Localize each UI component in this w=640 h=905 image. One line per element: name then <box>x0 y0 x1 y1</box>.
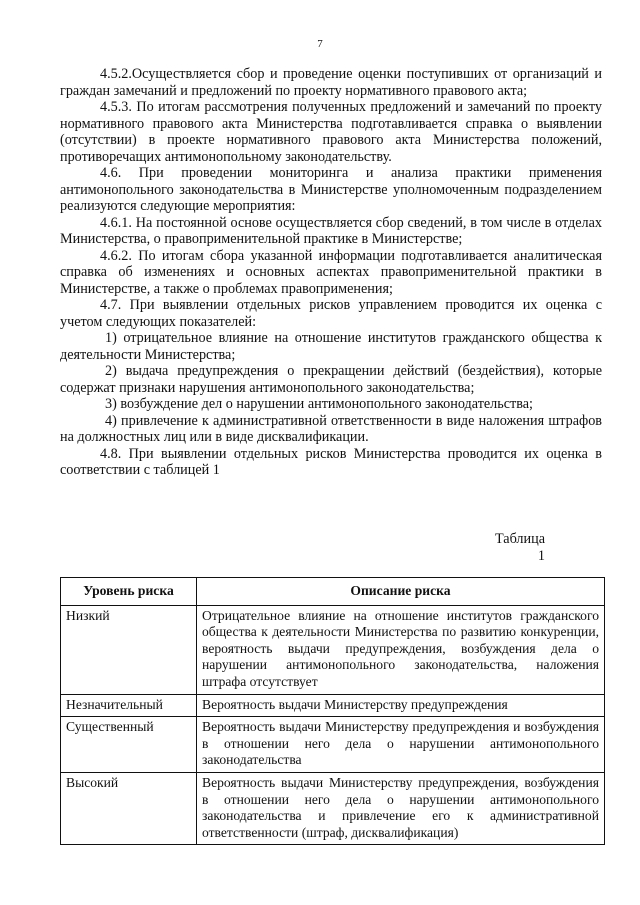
risk-description-cell: Вероятность выдачи Министерству предупреждения <box>197 694 605 717</box>
list-item-3: 3) возбуждение дел о нарушении антимонопольного законодательства; <box>105 396 533 412</box>
risk-level-cell: Существенный <box>61 717 197 773</box>
paragraph-4-5-3: 4.5.3. По итогам рассмотрения полученных предложений и замечаний по проекту нормативного правового акта Министерства подготавливается справка о выявлении (отсутствии) в проекте нормативного правового акта Министерства положений, противоречащих антимонопольному законодательству. <box>60 99 602 165</box>
list-item-1: 1) отрицательное влияние на отношение институтов гражданского общества к деятельности Министерства; <box>60 330 602 363</box>
paragraph-4-6-1: 4.6.1. На постоянной основе осуществляется сбор сведений, в том числе в отделах Министерства, о правоприменительной практике в Министерстве; <box>60 214 602 247</box>
header-risk-description: Описание риска <box>197 578 605 606</box>
paragraph-4-6-2: 4.6.2. По итогам сбора указанной информации подготавливается аналитическая справка об изменениях и основных аспектах правоприменительной практики в Министерстве, а также о проблемах правоприменения; <box>60 247 602 297</box>
table-caption <box>445 531 545 565</box>
risk-description-cell: Вероятность выдачи Министерству предупреждения, возбуждения в отношении него дела о нарушении антимонопольного законодательства и привлечение его к административной ответственности (штраф, дисквалификация) <box>197 772 605 844</box>
paragraph-4-8: 4.8. При выявлении отдельных рисков Министерства проводится их оценка в соответствии с таблицей 1 <box>60 445 602 478</box>
list-item-4: 4) привлечение к административной ответственности в виде наложения штрафов на должностных лиц или в виде дисквалификации. <box>60 412 602 445</box>
table-row <box>61 605 605 694</box>
list-item-2: 2) выдача предупреждения о прекращении действий (бездействия), которые содержат признаки нарушения антимонопольного законодательства; <box>60 363 602 396</box>
table-row <box>61 772 605 844</box>
risk-level-cell: Незначительный <box>61 694 197 717</box>
table-caption-number: 1 <box>537 548 545 564</box>
header-risk-level: Уровень риска <box>61 578 197 606</box>
table-caption-label: Таблица <box>494 531 545 547</box>
risk-description-cell: Отрицательное влияние на отношение институтов гражданского общества к деятельности Министерства по развитию конкуренции, вероятность выдачи предупреждения, возбуждения дела о нарушении антимонопольного законодательства, наложения штрафа отсутствует <box>197 605 605 694</box>
paragraph-4-5-2: 4.5.2.Осуществляется сбор и проведение оценки поступивших от организаций и граждан замечаний и предложений по проекту нормативного правового акта; <box>60 66 602 99</box>
paragraph-4-7: 4.7. При выявлении отдельных рисков управлением проводится их оценка с учетом следующих показателей: <box>60 297 602 330</box>
table-row <box>61 717 605 773</box>
risk-level-cell: Высокий <box>61 772 197 844</box>
table-row <box>61 694 605 717</box>
document-body <box>60 66 602 479</box>
risk-description-cell: Вероятность выдачи Министерству предупреждения и возбуждения в отношении него дела о нарушении антимонопольного законодательства <box>197 717 605 773</box>
page-number: 7 <box>317 38 323 50</box>
risk-level-cell: Низкий <box>61 605 197 694</box>
risk-table <box>60 577 605 845</box>
table-header-row <box>61 578 605 606</box>
paragraph-4-6: 4.6. При проведении мониторинга и анализа практики применения антимонопольного законодательства в Министерстве уполномоченным подразделением реализуются следующие мероприятия: <box>60 165 602 214</box>
